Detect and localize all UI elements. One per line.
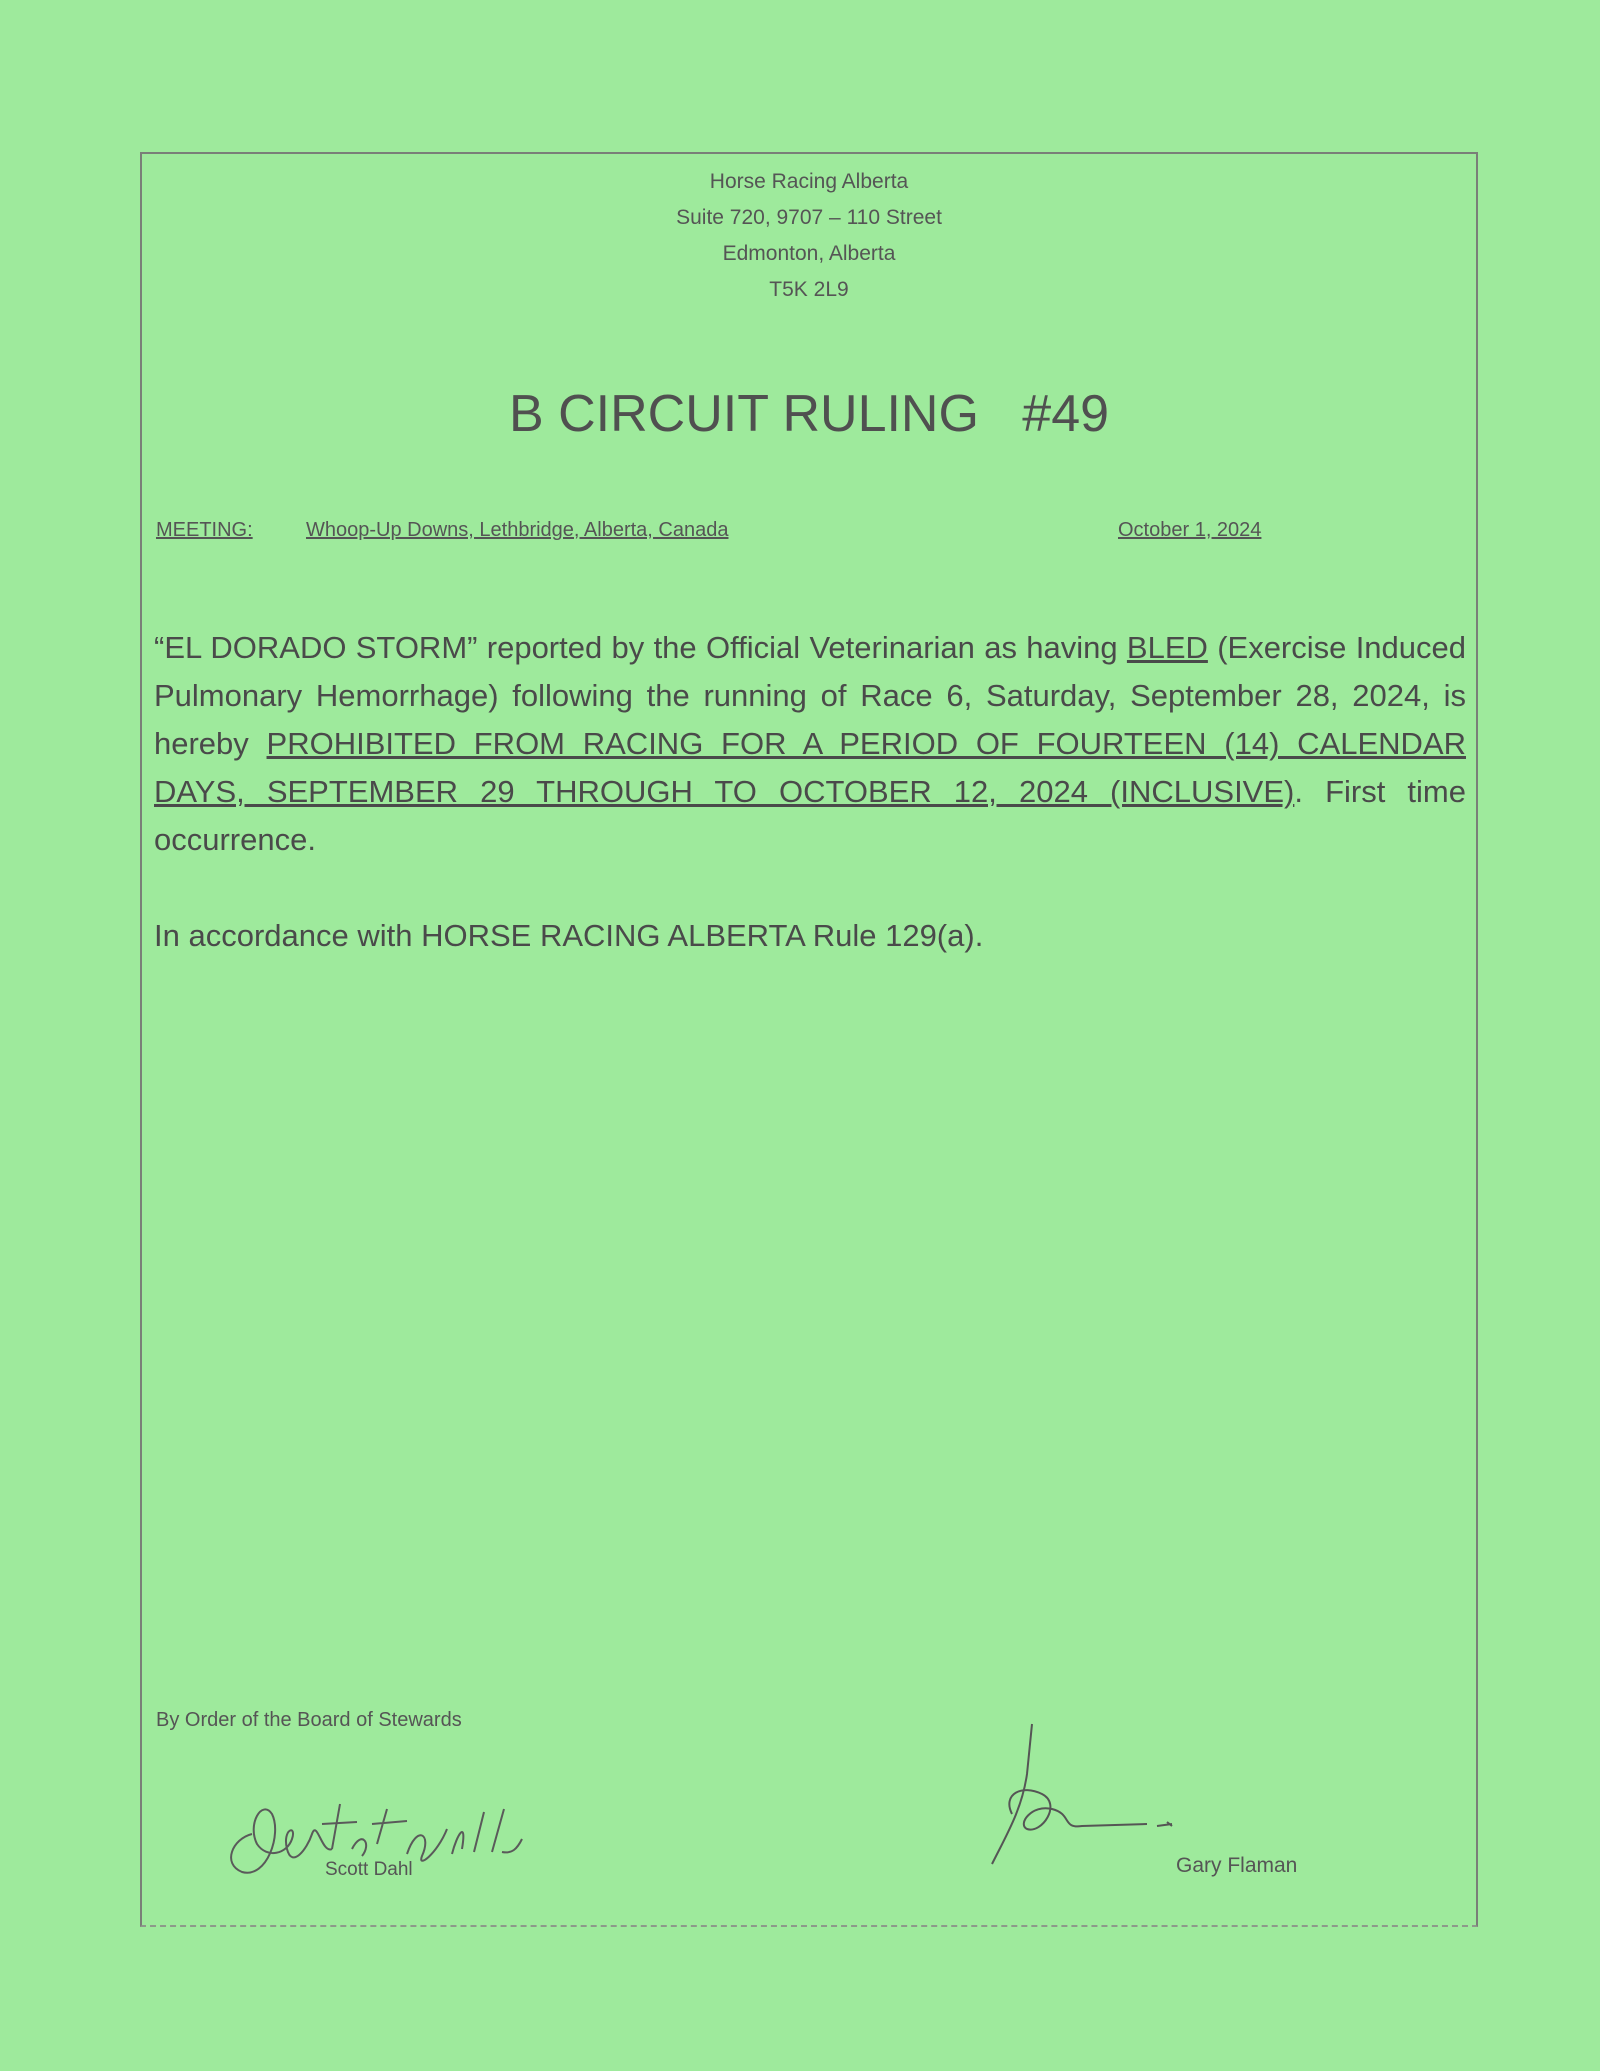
rule-reference: In accordance with HORSE RACING ALBERTA Rule 129(a). — [154, 918, 984, 953]
postal-code: T5K 2L9 — [769, 278, 849, 301]
ruling-text: “EL DORADO STORM” reported by the Official Veterinarian as having — [154, 630, 1127, 665]
prohibition-text: PROHIBITED FROM RACING FOR A PERIOD OF FOURTEEN (14) CALENDAR DAYS, SEPTEMBER 29 THROUGH TO OCTOBER 12, 2024 (INCLUSIVE) — [154, 726, 1466, 809]
letterhead-address — [142, 164, 1476, 308]
steward-name-right: Gary Flaman — [1176, 1854, 1298, 1877]
street-address: Suite 720, 9707 – 110 Street — [676, 206, 942, 229]
meeting-date: October 1, 2024 — [1118, 519, 1262, 541]
bled-text: BLED — [1126, 630, 1208, 665]
org-name: Horse Racing Alberta — [709, 170, 909, 193]
ruling-text: . First time occurrence. — [154, 774, 1466, 857]
ruling-text: (Exercise Induced Pulmonary Hemorrhage) following the running of Race 6, Saturday, September 28, 2024, is hereby — [154, 630, 1467, 761]
ruling-body — [154, 624, 1466, 1008]
steward-name-left: Scott Dahl — [325, 1859, 413, 1880]
document-frame — [140, 152, 1478, 1927]
board-order-line: By Order of the Board of Stewards — [156, 1709, 462, 1731]
ruling-paragraph — [154, 624, 1466, 864]
ruling-title: B CIRCUIT RULING #49 — [508, 385, 1110, 443]
meeting-label: MEETING: — [156, 519, 253, 541]
city-province: Edmonton, Alberta — [722, 242, 896, 265]
meeting-venue: Whoop-Up Downs, Lethbridge, Alberta, Canada — [306, 519, 729, 541]
